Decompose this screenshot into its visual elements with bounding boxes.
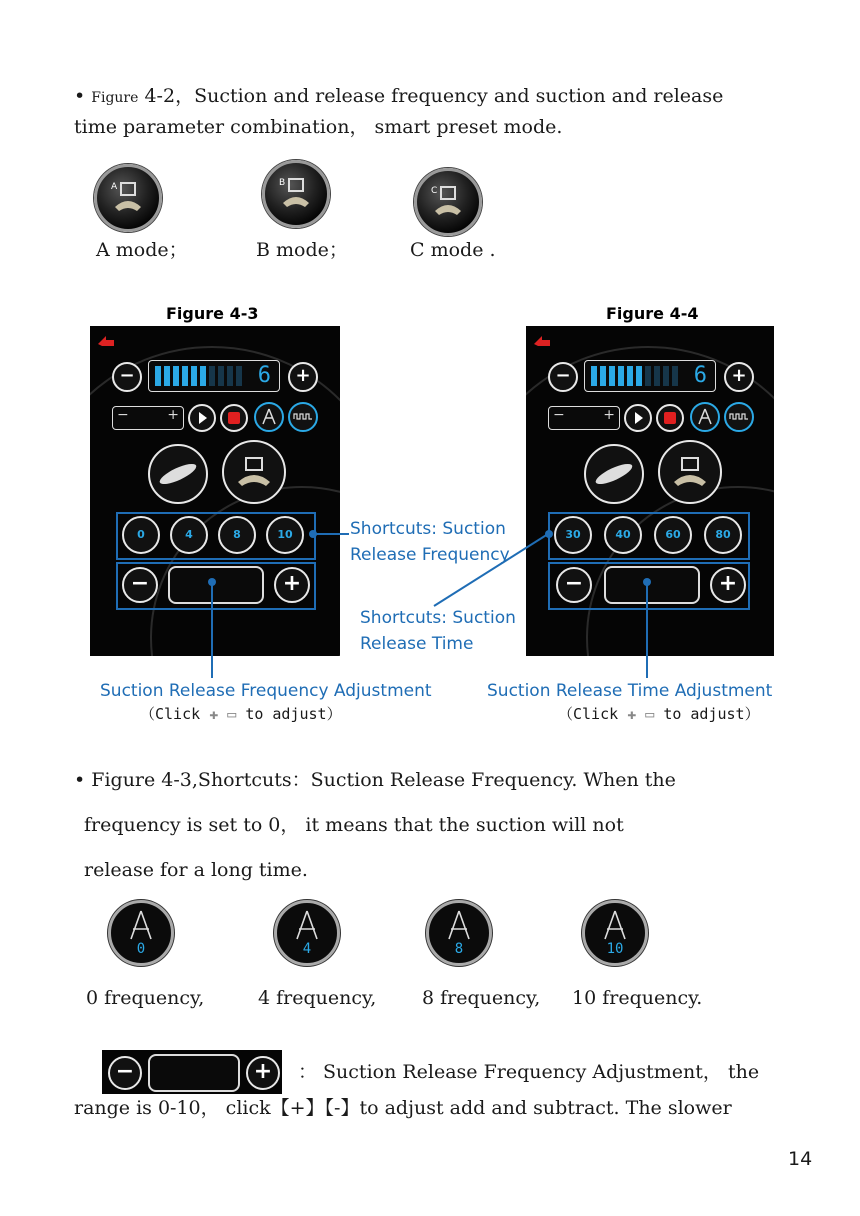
page-number: 14 <box>788 1148 813 1170</box>
freq-8-label: 8 frequency, <box>422 987 541 1009</box>
mode-a-button[interactable] <box>222 440 286 504</box>
adj-freq-title: Suction Release Frequency Adjustment <box>100 681 432 701</box>
svg-text:4: 4 <box>302 941 312 957</box>
time-mode-icon[interactable] <box>724 402 754 432</box>
back-arrow-icon[interactable] <box>96 332 116 350</box>
freq-shortcut-10[interactable]: 10 <box>266 516 304 554</box>
plus-outline-icon: ✚ <box>627 705 637 723</box>
minus-button[interactable]: − <box>548 362 578 392</box>
freq-shortcut-8[interactable]: 8 <box>218 516 256 554</box>
freq-adjust-field[interactable] <box>168 566 264 604</box>
minus-outline-icon: ▭ <box>227 705 237 723</box>
play-button[interactable] <box>188 404 216 432</box>
time-shortcut-40[interactable]: 40 <box>604 516 642 554</box>
figure-word: Figure <box>91 90 139 106</box>
handpiece-icon[interactable] <box>584 444 644 504</box>
stop-button[interactable] <box>220 404 248 432</box>
intro-line2: time parameter combination， smart preset mode. <box>74 116 563 138</box>
freq-0-label: 0 frequency, <box>86 987 205 1009</box>
adj-time-hint: （Click ✚ ▭ to adjust） <box>558 705 760 723</box>
c-mode-label: C mode . <box>410 239 496 261</box>
mode-a-button[interactable] <box>658 440 722 504</box>
a-mode-label: A mode； <box>96 239 188 261</box>
plus-icon: + <box>246 1056 280 1090</box>
plus-outline-icon: ✚ <box>209 705 219 723</box>
level-value: 6 <box>693 363 707 388</box>
fig3-title: Figure 4-3 <box>166 304 259 323</box>
adjuster-strip <box>102 1050 282 1094</box>
fig3-panel <box>90 326 340 656</box>
svg-text:B: B <box>279 178 286 188</box>
a-mode-icon <box>94 164 162 232</box>
time-shortcut-80[interactable]: 80 <box>704 516 742 554</box>
back-arrow-icon[interactable] <box>532 332 552 350</box>
handpiece-icon[interactable] <box>148 444 208 504</box>
callout-line <box>211 582 213 678</box>
stop-button[interactable] <box>656 404 684 432</box>
adjust-field-icon <box>148 1054 240 1092</box>
minus-button[interactable]: − <box>112 362 142 392</box>
time-shortcut-60[interactable]: 60 <box>654 516 692 554</box>
callout-time-shortcut: Shortcuts: Suction Release Time <box>360 608 516 654</box>
minus-icon: − <box>108 1056 142 1090</box>
adj-time-title: Suction Release Time Adjustment <box>487 681 773 701</box>
freq-minus-button[interactable]: − <box>122 567 158 603</box>
minus-outline-icon: ▭ <box>645 705 655 723</box>
frequency-mode-icon[interactable] <box>690 402 720 432</box>
svg-text:10: 10 <box>606 941 624 957</box>
intro-paragraph <box>74 82 794 142</box>
b-mode-label: B mode； <box>256 239 348 261</box>
section3-line2: range is 0-10， click【+】【-】to adjust add and subtract. The slower <box>74 1097 732 1119</box>
mini-slider[interactable]: − + <box>112 406 184 430</box>
plus-button[interactable]: + <box>724 362 754 392</box>
callout-line <box>646 582 648 678</box>
adj-freq-hint: （Click ✚ ▭ to adjust） <box>140 705 342 723</box>
time-shortcut-30[interactable]: 30 <box>554 516 592 554</box>
level-value: 6 <box>257 363 271 388</box>
freq-4-label: 4 frequency, <box>258 987 377 1009</box>
time-minus-button[interactable]: − <box>556 567 592 603</box>
freq-10-icon <box>582 900 648 966</box>
svg-text:0: 0 <box>136 941 146 957</box>
level-display <box>584 360 716 392</box>
play-button[interactable] <box>624 404 652 432</box>
freq-8-icon <box>426 900 492 966</box>
svg-text:C: C <box>431 186 438 196</box>
callout-line <box>313 533 349 535</box>
section2-paragraph: • Figure 4-3,Shortcuts：Suction Release Frequency. When the frequency is set to 0， it means that the suction will not release for a long time. <box>74 769 676 881</box>
frequency-mode-icon[interactable] <box>254 402 284 432</box>
freq-plus-button[interactable]: + <box>274 567 310 603</box>
svg-text:A: A <box>111 182 118 192</box>
section3-line1: ： Suction Release Frequency Adjustment， the <box>298 1061 760 1083</box>
fig4-title: Figure 4-4 <box>606 304 699 323</box>
freq-shortcut-4[interactable]: 4 <box>170 516 208 554</box>
time-plus-button[interactable]: + <box>710 567 746 603</box>
fig4-panel <box>526 326 774 656</box>
intro-line1: 4-2，Suction and release frequency and suction and release <box>144 85 724 107</box>
time-mode-icon[interactable] <box>288 402 318 432</box>
freq-shortcut-0[interactable]: 0 <box>122 516 160 554</box>
svg-text:8: 8 <box>454 941 464 957</box>
bullet: • <box>74 85 86 107</box>
freq-10-label: 10 frequency. <box>572 987 703 1009</box>
b-mode-icon <box>262 160 330 228</box>
level-display <box>148 360 280 392</box>
callout-freq-shortcut: Shortcuts: Suction Release Frequency <box>350 519 510 565</box>
plus-button[interactable]: + <box>288 362 318 392</box>
time-adjust-field[interactable] <box>604 566 700 604</box>
freq-0-icon <box>108 900 174 966</box>
c-mode-icon <box>414 168 482 236</box>
mini-slider[interactable]: − + <box>548 406 620 430</box>
freq-4-icon <box>274 900 340 966</box>
